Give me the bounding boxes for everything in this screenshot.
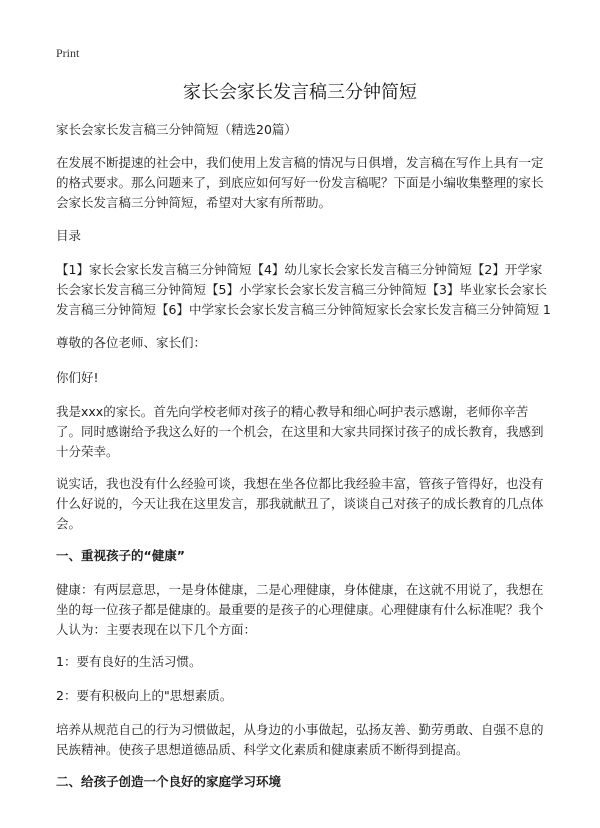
list-item-2: 2：要有积极向上的"思想素质。 xyxy=(56,688,233,703)
page-title: 家长会家长发言稿三分钟简短 xyxy=(183,82,417,103)
print-link[interactable]: Print xyxy=(56,46,80,60)
toc-list: 【1】家长会家长发言稿三分钟简短【4】幼儿家长会家长发言稿三分钟简短【2】开学家长会家长发言稿三分钟简短【5】小学家长会家长发言稿三分钟简短【3】毕业家长会家长发言稿三分钟简短【6】中学家长会家长发言稿三分钟简短家长会家长发言稿三分钟简短 1 xyxy=(56,262,551,317)
intro-paragraph: 在发展不断提速的社会中，我们使用上发言稿的情况与日俱增，发言稿在写作上具有一定的格式要求。那么问题来了，到底应如何写好一份发言稿呢？下面是小编收集整理的家长会家长发言稿三分钟简短，希望对大家有所帮助。 xyxy=(56,155,544,210)
salutation: 尊敬的各位老师、家长们： xyxy=(56,335,207,350)
document-body xyxy=(56,120,551,806)
subtitle: 家长会家长发言稿三分钟简短（精选20篇） xyxy=(56,122,297,137)
paragraph-4: 培养从规范自己的行为习惯做起，从身边的小事做起，弘扬友善、勤劳勇敢、自强不息的民族精神。使孩子思想道德品质、科学文化素质和健康素质不断得到提高。 xyxy=(56,722,544,757)
toc-label: 目录 xyxy=(56,228,82,243)
greeting: 你们好! xyxy=(56,370,99,385)
paragraph-3: 健康：有两层意思，一是身体健康，二是心理健康，身体健康，在这就不用说了，我想在坐的每一位孩子都是健康的。最重要的是孩子的心理健康。心理健康有什么标准呢？我个人认为：主要表现在以下几个方面： xyxy=(56,582,544,637)
section-heading-1: 一、重视孩子的“健康” xyxy=(56,548,185,563)
paragraph-2: 说实话，我也没有什么经验可谈，我想在坐各位都比我经验丰富，管孩子管得好，也没有什么好说的，今天让我在这里发言，那我就献丑了，谈谈自己对孩子的成长教育的几点体会。 xyxy=(56,476,544,531)
paragraph-1: 我是xxx的家长。首先向学校老师对孩子的精心教导和细心呵护表示感谢，老师你辛苦了。同时感谢给予我这么好的一个机会，在这里和大家共同探讨孩子的成长教育，我感到十分荣幸。 xyxy=(56,404,544,459)
section-heading-2: 二、给孩子创造一个良好的家庭学习环境 xyxy=(56,774,282,789)
list-item-1: 1：要有良好的生活习惯。 xyxy=(56,654,202,669)
